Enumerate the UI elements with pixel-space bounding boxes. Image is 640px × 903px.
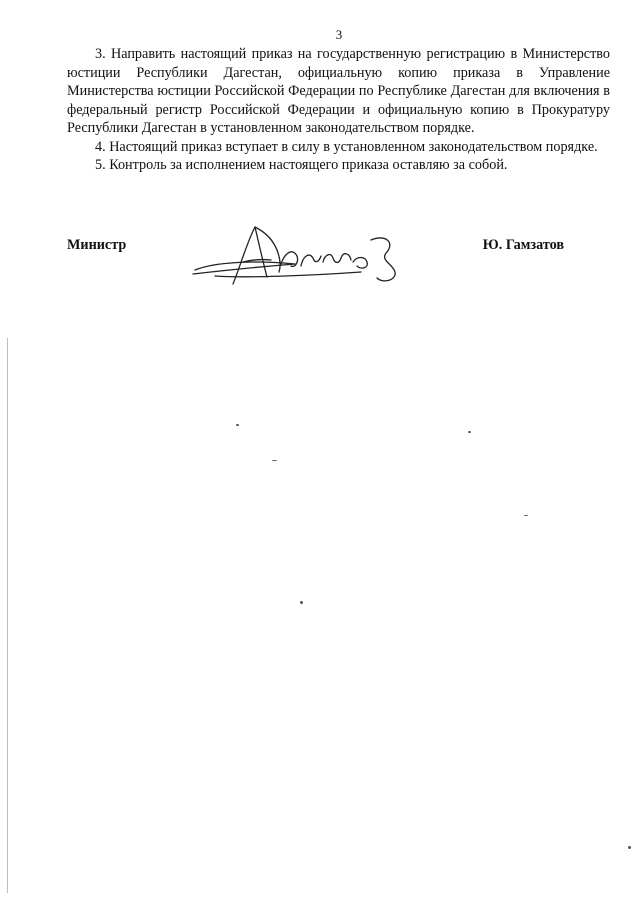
handwritten-signature bbox=[185, 222, 415, 297]
signatory-name: Ю. Гамзатов bbox=[482, 237, 564, 253]
scan-speck bbox=[468, 431, 471, 433]
page-number: 3 bbox=[335, 27, 343, 42]
scan-speck bbox=[236, 424, 239, 426]
scan-speck bbox=[628, 846, 631, 849]
signatory-title: Министр bbox=[67, 237, 127, 253]
paragraph-3: 3. Направить настоящий приказ на государственную регистрацию в Министерство юстиции Республики Дагестан, официальную копию приказа в Управление Министерства юстиции Российской Федерации по Республике Дагестан для включения в федеральный регистр Российской Федерации и официальную копию в Прокуратуру Республики Дагестан в установленном законодательством порядке. bbox=[67, 46, 610, 136]
paragraph-4: 4. Настоящий приказ вступает в силу в установленном законодательством порядке. bbox=[95, 138, 598, 155]
scan-speck bbox=[272, 460, 277, 461]
scan-speck bbox=[300, 601, 303, 604]
scan-speck bbox=[524, 515, 528, 516]
document-body bbox=[67, 45, 610, 175]
signature-block bbox=[67, 222, 610, 302]
paragraph-5: 5. Контроль за исполнением настоящего приказа оставляю за собой. bbox=[95, 157, 508, 173]
scan-edge-line bbox=[7, 338, 8, 893]
